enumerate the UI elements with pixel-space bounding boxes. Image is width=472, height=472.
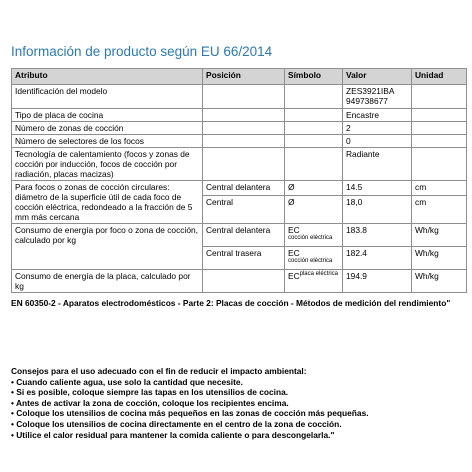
standard-reference: EN 60350-2 - Aparatos electrodomésticos - Parte 2: Placas de cocción - Métodos de medición del rendimiento" xyxy=(11,298,451,308)
table-row xyxy=(12,224,467,247)
advice-item: • Cuando caliente agua, use solo la cantidad que necesite. xyxy=(11,376,243,387)
table-row xyxy=(12,181,467,196)
ec-subscript: cocción eléctrica xyxy=(288,235,333,241)
cell-unit xyxy=(412,85,467,109)
cell-attribute: Tipo de placa de cocina xyxy=(12,109,203,122)
cell-symbol xyxy=(285,247,343,270)
advice-item: • Antes de activar la zona de cocción, coloque los recipientes encima. xyxy=(11,397,289,408)
ec-subscript: placa eléctrica xyxy=(299,271,338,277)
cell-attribute: Tecnología de calentamiento (focos y zonas de cocción por inducción, focos de cocción por radiación, placas macizas) xyxy=(12,148,203,181)
cell-unit xyxy=(412,109,467,122)
cell-position xyxy=(203,148,285,181)
cell-attribute: Consumo de energía de la placa, calculado por kg xyxy=(12,270,203,293)
cell-unit: cm xyxy=(412,196,467,224)
cell-value: 182.4 xyxy=(343,247,412,270)
ec-symbol: EC xyxy=(288,248,300,258)
cell-position xyxy=(203,270,285,293)
advice-item: • Utilice el calor residual para mantener la comida caliente o para descongelarla." xyxy=(11,429,335,440)
header-unit: Unidad xyxy=(412,69,467,85)
ec-symbol: EC xyxy=(288,271,300,281)
cell-attribute: Número de selectores de los focos xyxy=(12,135,203,148)
cell-symbol: Ø xyxy=(285,181,343,196)
cell-attribute: Identificación del modelo xyxy=(12,85,203,109)
cell-symbol xyxy=(285,270,343,293)
table-row xyxy=(12,109,467,122)
advice-item: • Coloque los utensilios de cocina directamente en el centro de la zona de cocción. xyxy=(11,418,342,429)
cell-value: 194.9 xyxy=(343,270,412,293)
cell-unit xyxy=(412,122,467,135)
table-row xyxy=(12,122,467,135)
cell-unit: Wh/kg xyxy=(412,224,467,247)
cell-symbol xyxy=(285,122,343,135)
ec-symbol: EC xyxy=(288,225,300,235)
header-symbol: Símbolo xyxy=(285,69,343,85)
cell-value: Encastre xyxy=(343,109,412,122)
cell-position xyxy=(203,85,285,109)
cell-unit xyxy=(412,135,467,148)
usage-advice xyxy=(11,366,466,440)
cell-unit: Wh/kg xyxy=(412,270,467,293)
advice-item: • Coloque los utensilios de cocina más pequeños en las zonas de cocción más pequeñas. xyxy=(11,408,369,419)
cell-symbol xyxy=(285,148,343,181)
header-position: Posición xyxy=(203,69,285,85)
cell-value: 183.8 xyxy=(343,224,412,247)
cell-value: Radiante xyxy=(343,148,412,181)
cell-position xyxy=(203,109,285,122)
product-info-table xyxy=(11,68,467,293)
cell-position: Central trasera xyxy=(203,247,285,270)
cell-attribute: Para focos o zonas de cocción circulares: diámetro de la superficie útil de cada foco de cocción eléctrica, redondeado a la fracción de 5 mm más cercana xyxy=(12,181,203,224)
cell-symbol xyxy=(285,85,343,109)
cell-value: 0 xyxy=(343,135,412,148)
cell-value: 2 xyxy=(343,122,412,135)
cell-symbol: Ø xyxy=(285,196,343,224)
table-row xyxy=(12,148,467,181)
cell-unit: cm xyxy=(412,181,467,196)
cell-symbol xyxy=(285,135,343,148)
header-value: Valor xyxy=(343,69,412,85)
cell-unit: Wh/kg xyxy=(412,247,467,270)
table-row xyxy=(12,85,467,109)
table-row xyxy=(12,270,467,293)
table-row xyxy=(12,135,467,148)
advice-item: • Si es posible, coloque siempre las tapas en los utensilios de cocina. xyxy=(11,387,289,398)
cell-value: 18,0 xyxy=(343,196,412,224)
cell-position: Central xyxy=(203,196,285,224)
table-header-row xyxy=(12,69,467,85)
cell-position: Central delantera xyxy=(203,181,285,196)
cell-value: 14.5 xyxy=(343,181,412,196)
advice-heading: Consejos para el uso adecuado con el fin de reducir el impacto ambiental: xyxy=(11,366,307,376)
cell-unit xyxy=(412,148,467,181)
cell-attribute: Consumo de energía por foco o zona de cocción, calculado por kg xyxy=(12,224,203,270)
cell-position xyxy=(203,122,285,135)
cell-symbol xyxy=(285,224,343,247)
ec-subscript: cocción eléctrica xyxy=(288,258,333,264)
cell-value: ZES3921IBA 949738677 xyxy=(343,85,412,109)
cell-attribute: Número de zonas de cocción xyxy=(12,122,203,135)
cell-position: Central delantera xyxy=(203,224,285,247)
cell-symbol xyxy=(285,109,343,122)
page-title: Información de producto según EU 66/2014 xyxy=(11,44,273,59)
cell-position xyxy=(203,135,285,148)
header-attribute: Atributo xyxy=(12,69,203,85)
